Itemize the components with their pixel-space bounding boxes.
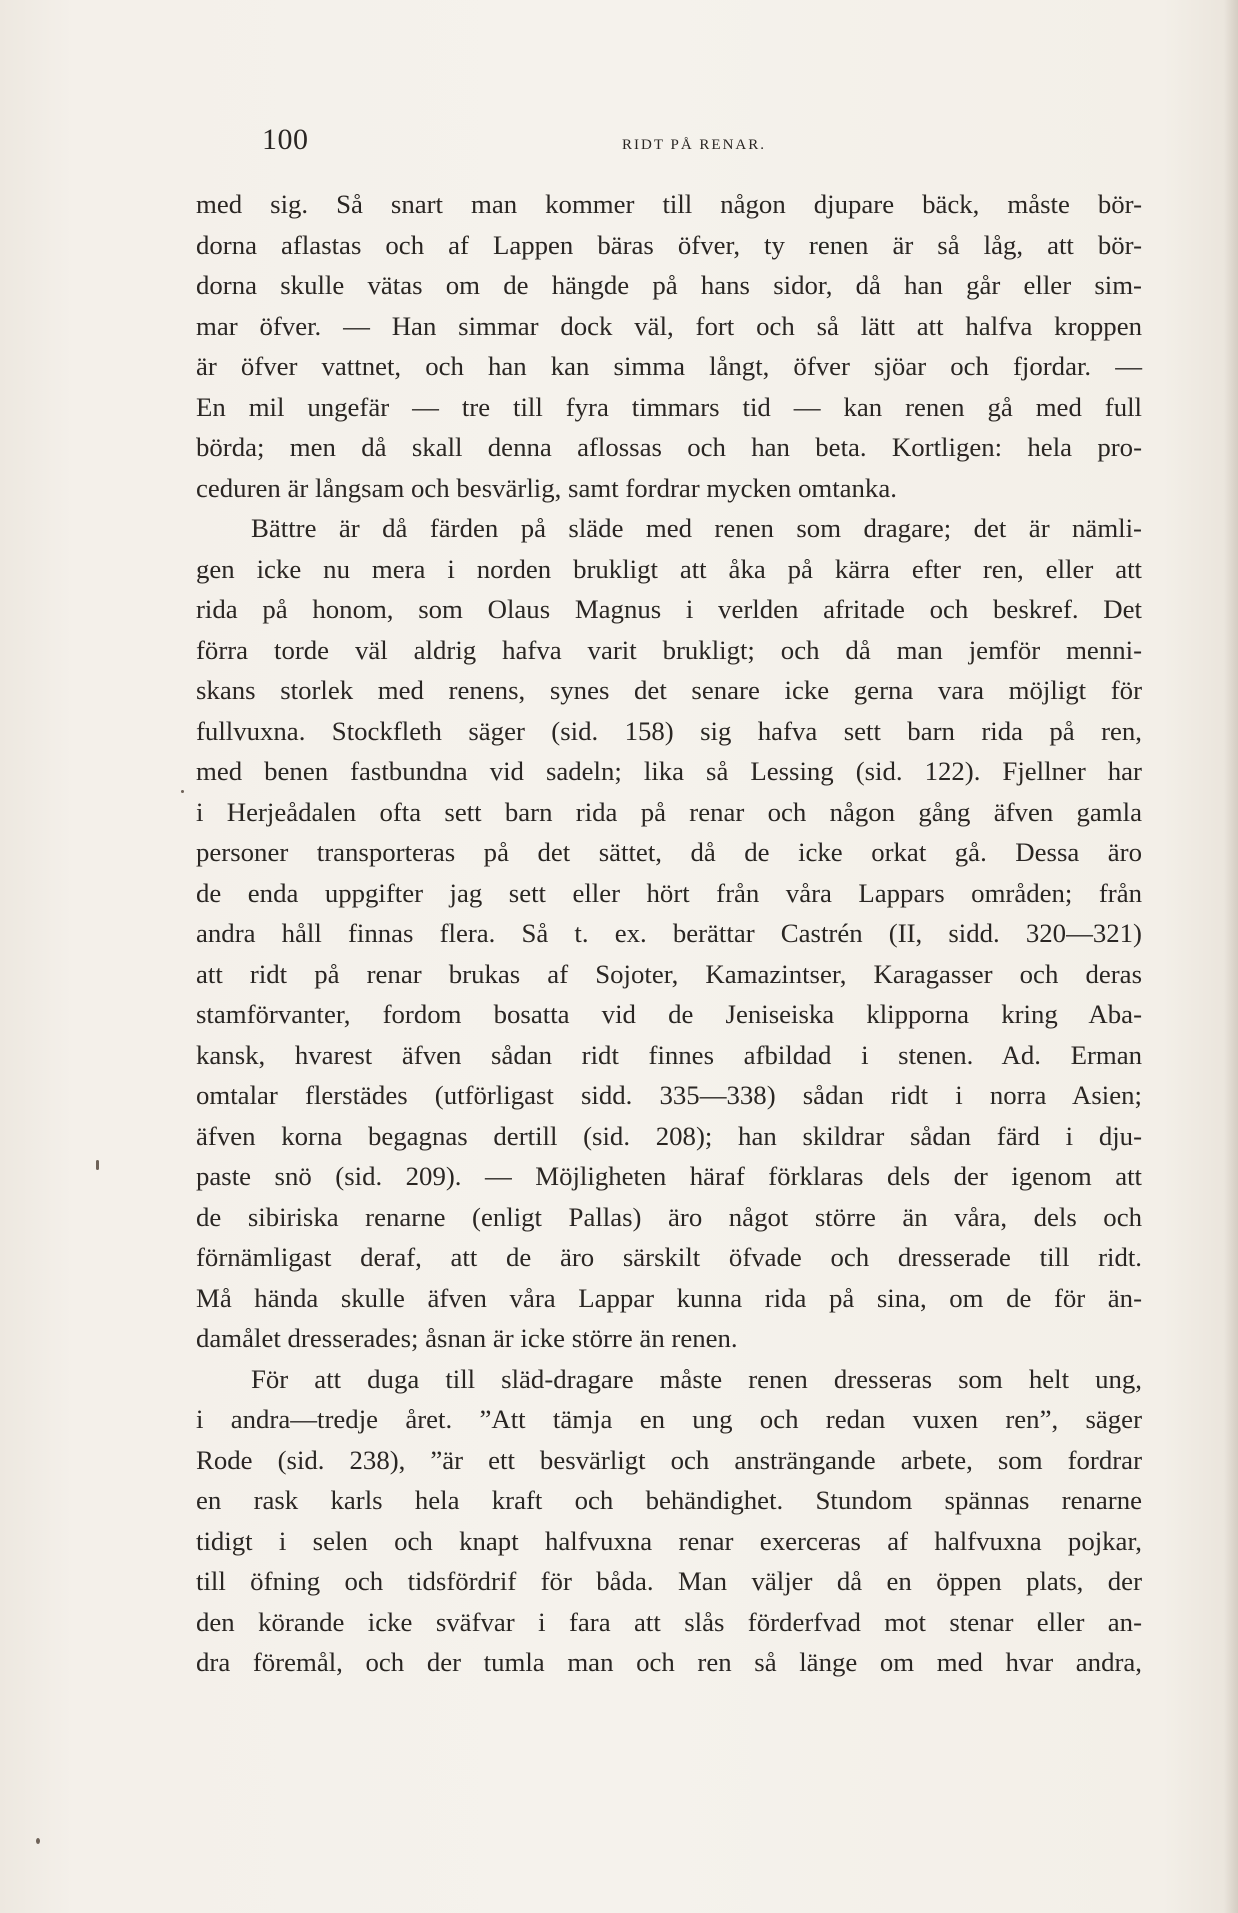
text-line: dorna aflastas och af Lappen bäras öfver, ty renen är så låg, att bör- [196, 229, 1142, 260]
page-edge-shadow [1224, 0, 1238, 1913]
paper-speck [181, 790, 184, 793]
running-head: RIDT PÅ RENAR. [622, 137, 766, 153]
text-line: tidigt i selen och knapt halfvuxna renar exerceras af halfvuxna pojkar, [196, 1525, 1142, 1556]
text-line: i andra—tredje året. ”Att tämja en ung och redan vuxen ren”, säger [196, 1404, 1142, 1434]
text-line: de sibiriska renarne (enligt Pallas) äro något större än våra, dels och [196, 1201, 1142, 1232]
text-line: att ridt på renar brukas af Sojoter, Kamazintser, Karagasser och deras [196, 958, 1142, 989]
text-line: skans storlek med renens, synes det senare icke gerna vara möjligt för [196, 675, 1142, 705]
body-text [196, 184, 1142, 1683]
text-line: dorna skulle vätas om de hängde på hans sidor, då han går eller sim- [196, 270, 1142, 300]
text-line: börda; men då skall denna aflossas och han beta. Kortligen: hela pro- [196, 432, 1142, 462]
text-line: med benen fastbundna vid sadeln; lika så Lessing (sid. 122). Fjellner har [196, 756, 1142, 786]
text-line: omtalar flerstädes (utförligast sidd. 335—338) sådan ridt i norra Asien; [196, 1080, 1142, 1110]
text-line: äfven korna begagnas dertill (sid. 208); han skildrar sådan färd i dju- [196, 1120, 1142, 1151]
text-line: är öfver vattnet, och han kan simma långt, öfver sjöar och fjordar. — [196, 351, 1142, 381]
text-line: För att duga till släd-dragare måste renen dresseras som helt ung, [251, 1363, 1142, 1394]
text-line: till öfning och tidsfördrif för båda. Man väljer då en öppen plats, der [196, 1566, 1142, 1596]
text-line: de enda uppgifter jag sett eller hört från våra Lappars områden; från [196, 877, 1142, 908]
text-line: Må hända skulle äfven våra Lappar kunna rida på sina, om de för än- [196, 1282, 1142, 1313]
paper-speck [36, 1838, 40, 1844]
text-line: Bättre är då färden på släde med renen som dragare; det är nämli- [251, 513, 1142, 543]
text-line: mar öfver. — Han simmar dock väl, fort och så lätt att halfva kroppen [196, 310, 1142, 341]
text-line: kansk, hvarest äfven sådan ridt finnes afbildad i stenen. Ad. Erman [196, 1039, 1142, 1070]
text-line: ceduren är långsam och besvärlig, samt fordrar mycken omtanka. [196, 472, 897, 503]
text-line: personer transporteras på det sättet, då de icke orkat gå. Dessa äro [196, 837, 1142, 867]
text-line: gen icke nu mera i norden brukligt att åka på kärra efter ren, eller att [196, 553, 1142, 584]
text-line: den körande icke sväfvar i fara att slås förderfvad mot stenar eller an- [196, 1606, 1142, 1637]
text-line: Rode (sid. 238), ”är ett besvärligt och ansträngande arbete, som fordrar [196, 1444, 1142, 1475]
text-line: dra föremål, och der tumla man och ren så länge om med hvar andra, [196, 1647, 1142, 1677]
text-line: fullvuxna. Stockfleth säger (sid. 158) sig hafva sett barn rida på ren, [196, 715, 1142, 746]
text-line: förra torde väl aldrig hafva varit brukligt; och då man jemför menni- [196, 634, 1142, 665]
text-line: damålet dresserades; åsnan är icke större än renen. [196, 1323, 738, 1353]
text-line: paste snö (sid. 209). — Möjligheten häraf förklaras dels der igenom att [196, 1161, 1142, 1191]
text-line: en rask karls hela kraft och behändighet. Stundom spännas renarne [196, 1485, 1142, 1515]
text-line: andra håll finnas flera. Så t. ex. berättar Castrén (II, sidd. 320—321) [196, 918, 1142, 948]
text-line: förnämligast deraf, att de äro särskilt öfvade och dresserade till ridt. [196, 1242, 1142, 1272]
text-line: En mil ungefär — tre till fyra timmars tid — kan renen gå med full [196, 391, 1142, 422]
text-line: stamförvanter, fordom bosatta vid de Jeniseiska klipporna kring Aba- [196, 999, 1142, 1029]
paper-speck [96, 1160, 99, 1170]
text-line: med sig. Så snart man kommer till någon djupare bäck, måste bör- [196, 189, 1142, 219]
page-number: 100 [262, 123, 309, 156]
text-line: i Herjeådalen ofta sett barn rida på renar och någon gång äfven gamla [196, 796, 1142, 827]
text-line: rida på honom, som Olaus Magnus i verlden afritade och beskref. Det [196, 594, 1142, 624]
